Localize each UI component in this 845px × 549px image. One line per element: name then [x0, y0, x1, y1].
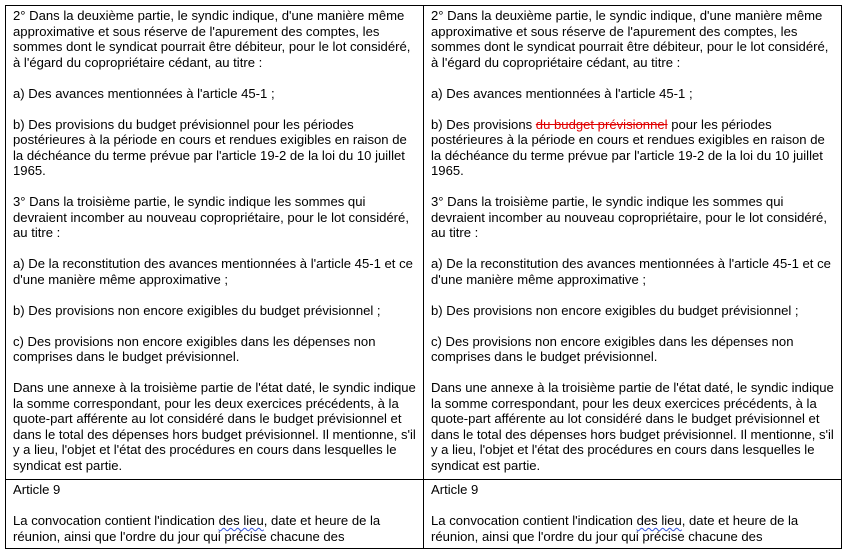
- paragraph-a-reconstitution: a) De la reconstitution des avances mentionnées à l'article 45-1 et ce d'une manière même approximative ;: [431, 256, 831, 287]
- text-segment: , date et heure de la réunion, ainsi que l'ordre du jour qui précise chacune des: [431, 513, 799, 544]
- paragraph-2-deuxieme-partie: 2° Dans la deuxième partie, le syndic indique, d'une manière même approximative et sous réserve de l'apurement des comptes, les sommes dont le syndicat pourrait être débiteur, pour le lot considéré, à l'égard du copropriétaire cédant, au titre :: [13, 8, 411, 70]
- text-segment: La convocation contient l'indication: [13, 513, 219, 528]
- paragraph-annexe: Dans une annexe à la troisième partie de l'état daté, le syndic indique la somme correspondant, pour les deux exercices précédents, à la quote-part afférente au lot considéré dans le budget prévisionnel et dans le total des dépenses hors budget prévisionnel. Il mentionne, s'il y a lieu, l'objet et l'état des procédures en cours dans lesquelles le syndicat est partie.: [431, 380, 834, 473]
- paragraph-a-avances: a) Des avances mentionnées à l'article 45-1 ;: [13, 85, 275, 101]
- text-segment: La convocation contient l'indication: [431, 513, 637, 528]
- paragraph-c-provisions-depenses: c) Des provisions non encore exigibles dans les dépenses non comprises dans le budget prévisionnel.: [431, 333, 794, 364]
- text-before-deletion: b) Des provisions: [431, 116, 536, 132]
- paragraph-convocation: [431, 513, 834, 544]
- article-heading: Article 9: [431, 482, 479, 497]
- spellcheck-flagged-text[interactable]: des lieu: [636, 513, 682, 528]
- left-cell-original: [6, 6, 424, 480]
- text-after-deletion: pour les périodes postérieures à la période en cours et rendues exigibles en raison de la déchéance du terme prévue par l'article 19-2 de la loi du 10 juillet 1965.: [431, 116, 825, 178]
- table-row: [6, 6, 842, 480]
- deleted-text: du budget prévisionnel: [535, 116, 668, 132]
- paragraph-b-provisions-non-exigibles: b) Des provisions non encore exigibles du budget prévisionnel ;: [431, 302, 799, 318]
- paragraph-b-provisions: [431, 117, 834, 179]
- article-heading: Article 9: [13, 482, 61, 497]
- right-cell-article-9: [424, 480, 842, 549]
- right-cell-modified: [424, 6, 842, 480]
- paragraph-a-avances: a) Des avances mentionnées à l'article 45-1 ;: [431, 85, 693, 101]
- paragraph-c-provisions-depenses: c) Des provisions non encore exigibles dans les dépenses non comprises dans le budget prévisionnel.: [13, 333, 376, 364]
- table-row: [6, 480, 842, 549]
- left-cell-article-9: [6, 480, 424, 549]
- paragraph-b-provisions: b) Des provisions du budget prévisionnel pour les périodes postérieures à la période en cours et rendues exigibles en raison de la déchéance du terme prévue par l'article 19-2 de la loi du 10 juillet 1965.: [13, 116, 407, 178]
- paragraph-annexe: Dans une annexe à la troisième partie de l'état daté, le syndic indique la somme correspondant, pour les deux exercices précédents, à la quote-part afférente au lot considéré dans le budget prévisionnel et dans le total des dépenses hors budget prévisionnel. Il mentionne, s'il y a lieu, l'objet et l'état des procédures en cours dans lesquelles le syndicat est partie.: [13, 380, 416, 473]
- paragraph-convocation: [13, 513, 416, 544]
- paragraph-3-troisieme-partie: 3° Dans la troisième partie, le syndic indique les sommes qui devraient incomber au nouveau copropriétaire, pour le lot considéré, au titre :: [431, 194, 827, 240]
- paragraph-2-deuxieme-partie: 2° Dans la deuxième partie, le syndic indique, d'une manière même approximative et sous réserve de l'apurement des comptes, les sommes dont le syndicat pourrait être débiteur, pour le lot considéré, à l'égard du copropriétaire cédant, au titre :: [431, 8, 829, 70]
- paragraph-3-troisieme-partie: 3° Dans la troisième partie, le syndic indique les sommes qui devraient incomber au nouveau copropriétaire, pour le lot considéré, au titre :: [13, 194, 409, 240]
- comparison-table: [5, 5, 842, 549]
- text-segment: , date et heure de la réunion, ainsi que l'ordre du jour qui précise chacune des: [13, 513, 381, 544]
- paragraph-b-provisions-non-exigibles: b) Des provisions non encore exigibles du budget prévisionnel ;: [13, 302, 381, 318]
- paragraph-a-reconstitution: a) De la reconstitution des avances mentionnées à l'article 45-1 et ce d'une manière même approximative ;: [13, 256, 413, 287]
- spellcheck-flagged-text[interactable]: des lieu: [218, 513, 264, 528]
